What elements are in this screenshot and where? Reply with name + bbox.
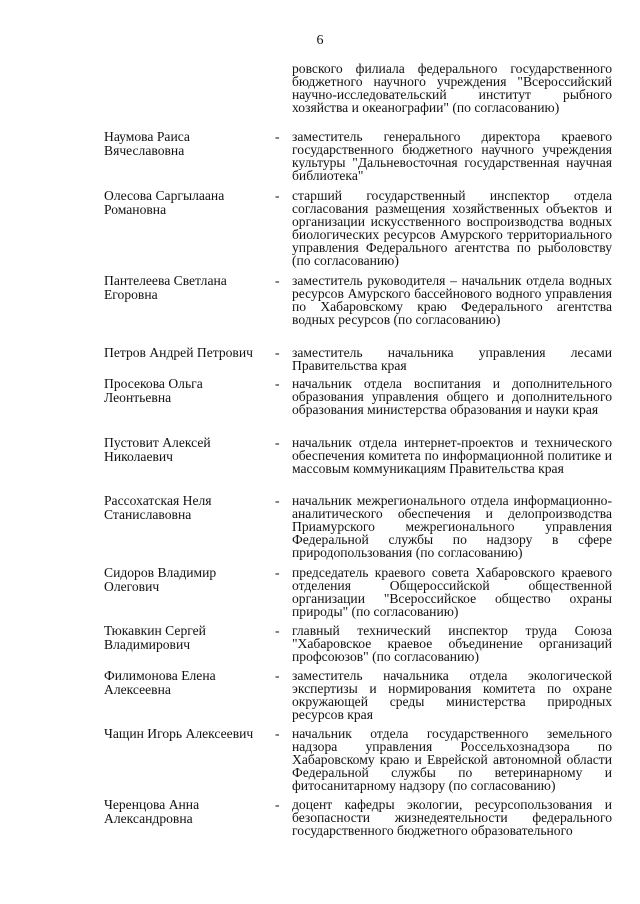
member-position: начальник отдела интернет-проектов и технического обеспечения комитета по информационной политике и массовым коммуникациям Правительства края: [292, 435, 612, 476]
member-dash: -: [275, 129, 280, 144]
member-dash: -: [275, 273, 280, 288]
member-name: Черенцова Анна Александровна: [104, 797, 200, 826]
member-dash: -: [275, 435, 280, 450]
member-position: главный технический инспектор труда Союза "Хабаровское краевое объединение организаций профсоюзов" (по согласованию): [292, 623, 612, 664]
member-position: председатель краевого совета Хабаровского краевого отделения Общероссийской общественной организации "Всероссийское общество охраны природы" (по согласованию): [292, 565, 612, 619]
member-position: заместитель начальника отдела экологической экспертизы и нормирования комитета по охране окружающей среды министерства природных ресурсов края: [292, 668, 612, 722]
member-position: начальник межрегионального отдела информационно-аналитического обеспечения и делопроизводства Приамурского межрегионального управления Федеральной службы по надзору в сфере природопользования (по согласованию): [292, 493, 612, 560]
member-dash: -: [275, 345, 280, 360]
member-position: начальник отдела воспитания и дополнительного образования управления общего и дополнительного образования министерства образования и науки края: [292, 376, 612, 417]
member-position: заместитель руководителя – начальник отдела водных ресурсов Амурского бассейнового водного управления по Хабаровскому краю Федерального агентства водных ресурсов (по согласованию): [292, 273, 612, 327]
member-position: заместитель начальника управления лесами Правительства края: [292, 345, 612, 373]
member-name: Наумова Раиса Вячеславовна: [104, 129, 190, 158]
member-name: Пантелеева Светлана Егоровна: [104, 273, 227, 302]
continued-description: ровского филиала федерального государственного бюджетного научного учреждения "Всероссийский научно-исследовательский институт рыбного хозяйства и океанографии" (по согласованию): [292, 61, 612, 115]
member-name: Тюкавкин Сергей Владимирович: [104, 623, 206, 652]
member-dash: -: [275, 797, 280, 812]
member-name: Просекова Ольга Леонтьевна: [104, 376, 203, 405]
member-dash: -: [275, 493, 280, 508]
member-position: начальник отдела государственного земельного надзора управления Россельхознадзора по Хабаровскому краю и Еврейской автономной области Федеральной службы по ветеринарному и фитосанитарному надзору (по согласованию): [292, 726, 612, 793]
member-name: Петров Андрей Петрович: [104, 345, 253, 360]
member-position: старший государственный инспектор отдела согласования размещения хозяйственных объектов и организации искусственного воспроизводства водных биологических ресурсов Амурского территориального управления Федерального агентства по рыболовству (по согласованию): [292, 188, 612, 268]
member-dash: -: [275, 188, 280, 203]
member-dash: -: [275, 376, 280, 391]
page-number: 6: [316, 33, 324, 48]
member-name: Пустовит Алексей Николаевич: [104, 435, 211, 464]
member-name: Чащин Игорь Алексеевич: [104, 726, 254, 741]
member-dash: -: [275, 668, 280, 683]
member-name: Рассохатская Неля Станиславовна: [104, 493, 212, 522]
member-dash: -: [275, 726, 280, 741]
member-position: заместитель генерального директора краевого государственного бюджетного научного учреждения культуры "Дальневосточная государственная научная библиотека": [292, 129, 612, 183]
member-name: Сидоров Владимир Олегович: [104, 565, 217, 594]
member-dash: -: [275, 565, 280, 580]
member-position: доцент кафедры экологии, ресурсопользования и безопасности жизнедеятельности федерального государственного бюджетного образовательного: [292, 797, 612, 838]
member-dash: -: [275, 623, 280, 638]
member-name: Филимонова Елена Алексеевна: [104, 668, 216, 697]
member-name: Олесова Саргылаана Романовна: [104, 188, 225, 217]
